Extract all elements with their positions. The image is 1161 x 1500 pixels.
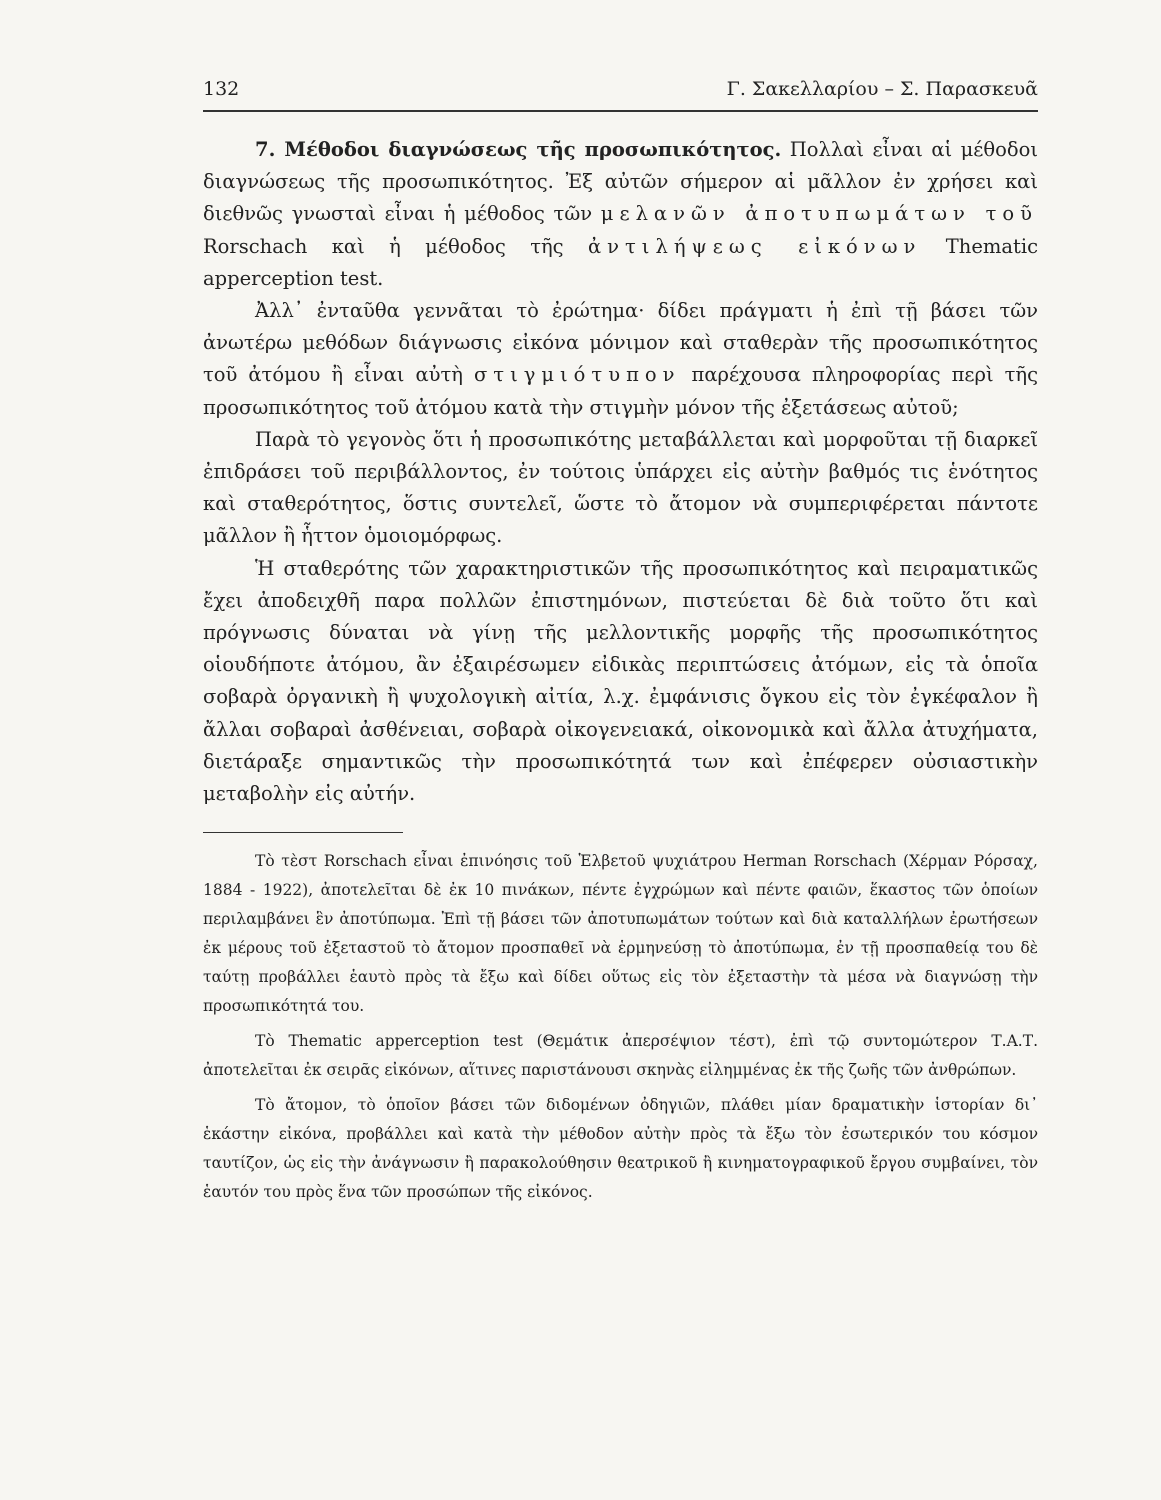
paragraph-3: Παρὰ τὸ γεγονὸς ὅτι ἡ προσωπικότης μεταβάλλεται καὶ μορφοῦται τῇ διαρκεῖ ἐπιδράσει τοῦ περιβάλλοντος, ἐν τούτοις ὑπάρχει εἰς αὐτὴν βαθμός τις ἑνότητος καὶ σταθερότητος, ὅστις συντελεῖ, ὥστε τὸ ἄτομον νὰ συμπεριφέρεται πάντοτε μᾶλλον ἢ ἧττον ὁμοιομόρφως. [203,427,1038,548]
page-number: 132 [203,78,240,100]
footnote-2: Τὸ Thematic apperception test (Θεμάτικ ἀπερσέψιον τέστ), ἐπὶ τῷ συντομώτερον Τ.Α.Τ. ἀποτελεῖται ἐκ σειρᾶς εἰκόνων, αἵτινες παριστάνουσι σκηνὰς εἰλημμένας ἐκ τῆς ζωῆς τῶν ἀνθρώπων. [203,1032,1038,1080]
footnote-rule [203,832,403,833]
main-text [203,134,1038,810]
footnotes [203,847,1038,1207]
book-page [203,78,1038,1213]
running-header [203,78,1038,112]
running-head: Γ. Σακελλαρίου – Σ. Παρασκευᾶ [726,78,1038,100]
p1-spaced-2: ἀντιλήψεως εἰκόνων [588,234,922,258]
p2-spaced: στιγμιότυπον [473,363,681,387]
footnote-1: Τὸ τὲστ Rorschach εἶναι ἐπινόησις τοῦ Ἑλβετοῦ ψυχιάτρου Herman Rorschach (Χέρμαν Ρόρσαχ, 1884 - 1922), ἀποτελεῖται δὲ ἐκ 10 πινάκων, πέντε ἐγχρώμων καὶ πέντε φαιῶν, ἕκαστος τῶν ὁποίων περιλαμβάνει ἓν ἀποτύπωμα. Ἐπὶ τῇ βάσει τῶν ἀποτυπωμάτων τούτων καὶ διὰ καταλλήλων ἐρωτήσεων ἐκ μέρους τοῦ ἐξεταστοῦ τὸ ἄτομον προσπαθεῖ νὰ ἑρμηνεύσῃ τὸ ἀποτύπωμα, ἐν τῇ προσπαθείᾳ του δὲ ταύτῃ προβάλλει ἑαυτὸ πρὸς τὰ ἔξω καὶ δίδει οὕτως εἰς τὸν ἐξεταστὴν τὰ μέσα νὰ διαγνώσῃ τὴν προσωπικότητά του. [203,852,1038,1016]
p1-text-a: Πολλαὶ εἶναι αἱ μέθοδοι διαγνώσεως τῆς προσωπικότητος. Ἐξ αὐτῶν σήμερον αἱ μᾶλλον ἐν χρήσει καὶ διεθνῶς γνωσταὶ εἶναι ἡ μέθοδος τῶν [203,138,1038,226]
footnote-3: Τὸ ἄτομον, τὸ ὁποῖον βάσει τῶν διδομένων ὀδηγιῶν, πλάθει μίαν δραματικὴν ἱστορίαν δι᾽ ἑκάστην εἰκόνα, προβάλλει καὶ κατὰ τὴν μέθοδον αὐτὴν πρὸς τὰ ἔξω τὸν ἐσωτερικόν του κόσμον ταυτίζον, ὡς εἰς τὴν ἀνάγνωσιν ἢ παρακολούθησιν θεατρικοῦ ἢ κινηματογραφικοῦ ἔργου συμβαίνει, τὸν ἑαυτόν του πρὸς ἕνα τῶν προσώπων τῆς εἰκόνος. [203,1096,1038,1202]
p2-text-b: παρέχουσα πληροφορίας περὶ τῆς προσωπικότητος τοῦ ἀτόμου κατὰ τὴν στιγμὴν μόνον τῆς ἐξετάσεως αὐτοῦ; [203,363,1039,419]
p1-spaced-1: μελανῶν ἀποτυπωμάτων τοῦ [600,202,1038,226]
p1-text-b: Rorschach καὶ ἡ μέθοδος τῆς [203,234,564,258]
p2-text-a: Ἀλλ᾽ ἐνταῦθα γεννᾶται τὸ ἐρώτημα· δίδει πράγματι ἡ ἐπὶ τῇ βάσει τῶν ἀνωτέρω μεθόδων διάγνωσις εἰκόνα μόνιμον καὶ σταθερὰν τῆς προσωπικότητος τοῦ ἀτόμου ἢ εἶναι αὐτὴ [203,299,1038,387]
section-title: 7. Μέθοδοι διαγνώσεως τῆς προσωπικότητος. [255,138,782,161]
p1-text-c: Thematic apperception test. [203,234,1038,290]
paragraph-4: Ἡ σταθερότης τῶν χαρακτηριστικῶν τῆς προσωπικότητος καὶ πειραματικῶς ἔχει ἀποδειχθῆ παρα πολλῶν ἐπιστημόνων, πιστεύεται δὲ διὰ τοῦτο ὅτι καὶ πρόγνωσις δύναται νὰ γίνῃ τῆς μελλοντικῆς μορφῆς τῆς προσωπικότητος οἱουδήποτε ἀτόμου, ἂν ἐξαιρέσωμεν εἰδικὰς περιπτώσεις ἀτόμων, εἰς τὰ ὁποῖα σοβαρὰ ὀργανικὴ ἢ ψυχολογικὴ αἰτία, λ.χ. ἐμφάνισις ὄγκου εἰς τὸν ἐγκέφαλον ἢ ἄλλαι σοβαραὶ ἀσθένειαι, σοβαρὰ οἰκογενειακά, οἰκονομικὰ καὶ ἄλλα ἀτυχήματα, διετάραξε σημαντικῶς τὴν προσωπικότητά των καὶ ἐπέφερεν οὐσιαστικὴν μεταβολὴν εἰς αὐτήν. [203,556,1038,806]
paragraph-2 [203,295,1038,424]
paragraph-1 [203,134,1038,295]
